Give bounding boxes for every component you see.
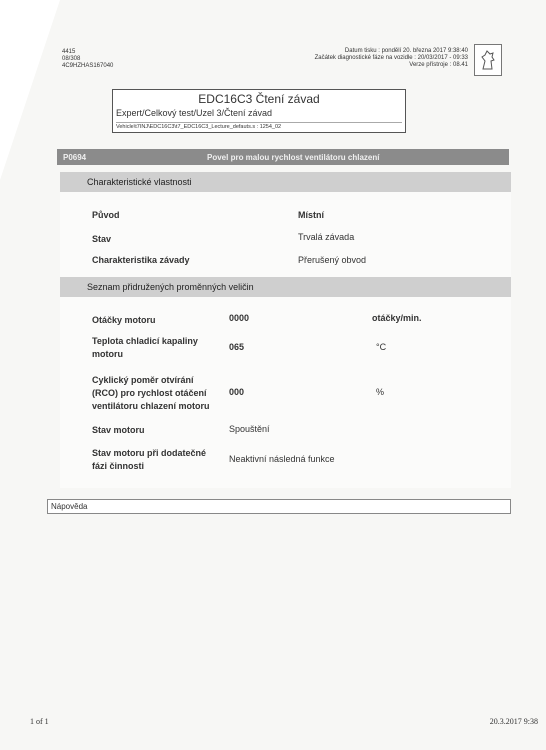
report-path: Vehicle\t7INJ\EDC16C3\t7_EDC16C3_Lecture_defauts.s : 1254_02: [116, 122, 402, 130]
var-unit: %: [376, 387, 385, 397]
var-label: Stav motoru: [92, 425, 145, 435]
fault-header-bar: [57, 149, 509, 165]
section-heading: Charakteristické vlastnosti: [87, 177, 192, 187]
help-box: [47, 499, 511, 514]
char-value: Přerušený obvod: [298, 255, 367, 265]
help-label: Nápověda: [51, 502, 88, 511]
footer-datetime: 20.3.2017 9:38: [489, 717, 538, 726]
diag-start: Začátek diagnostické fáze na vozidle : 20/03/2017 - 09:33: [314, 55, 468, 61]
char-label: Původ: [92, 210, 120, 220]
var-value: 065: [229, 342, 245, 352]
var-value: 0000: [229, 313, 250, 323]
var-label: Stav motoru při dodatečné fázi činnosti: [92, 448, 207, 471]
tool-version: Verze přístroje : 08.41: [409, 62, 468, 68]
fault-description: Povel pro malou rychlost ventilátoru chlazení: [207, 153, 380, 162]
peugeot-lion-icon: [474, 44, 502, 76]
lion-shape: [479, 49, 497, 71]
report-subtitle: Expert/Celkový test/Uzel 3/Čtení závad: [116, 108, 273, 118]
section-variables: [60, 277, 511, 297]
id-line: 4C9HZHAS167040: [62, 63, 114, 69]
char-value: Místní: [298, 210, 324, 220]
var-label: Cyklický poměr otvírání (RCO) pro rychlost otáčení ventilátoru chlazení motoru: [92, 375, 210, 411]
section-heading: Seznam přidružených proměnných veličin: [87, 282, 254, 292]
var-value: 000: [229, 387, 245, 397]
id-line: 08/308: [62, 56, 81, 62]
char-value: Trvalá závada: [298, 232, 355, 242]
report-title-box: [112, 89, 406, 133]
var-value: Spouštění: [229, 424, 270, 434]
header-meta-block: [315, 48, 468, 69]
section-characteristics: [60, 172, 511, 192]
footer-page: 1 of 1: [30, 717, 49, 726]
report-title: EDC16C3 Čtení závad: [198, 92, 320, 106]
paper-fold: [0, 0, 60, 180]
char-label: Stav: [92, 234, 112, 244]
var-label: Teplota chladicí kapaliny motoru: [92, 336, 198, 359]
header-id-block: [62, 49, 113, 70]
print-date: Datum tisku : pondělí 20. března 2017 9:38:40: [344, 48, 468, 54]
var-label: Otáčky motoru: [92, 315, 156, 325]
id-line: 4415: [62, 49, 76, 55]
char-label: Charakteristika závady: [92, 255, 190, 265]
var-unit: °C: [376, 342, 387, 352]
fault-code: P0694: [63, 153, 87, 162]
var-value: Neaktivní následná funkce: [229, 454, 335, 464]
var-unit: otáčky/min.: [372, 313, 422, 323]
